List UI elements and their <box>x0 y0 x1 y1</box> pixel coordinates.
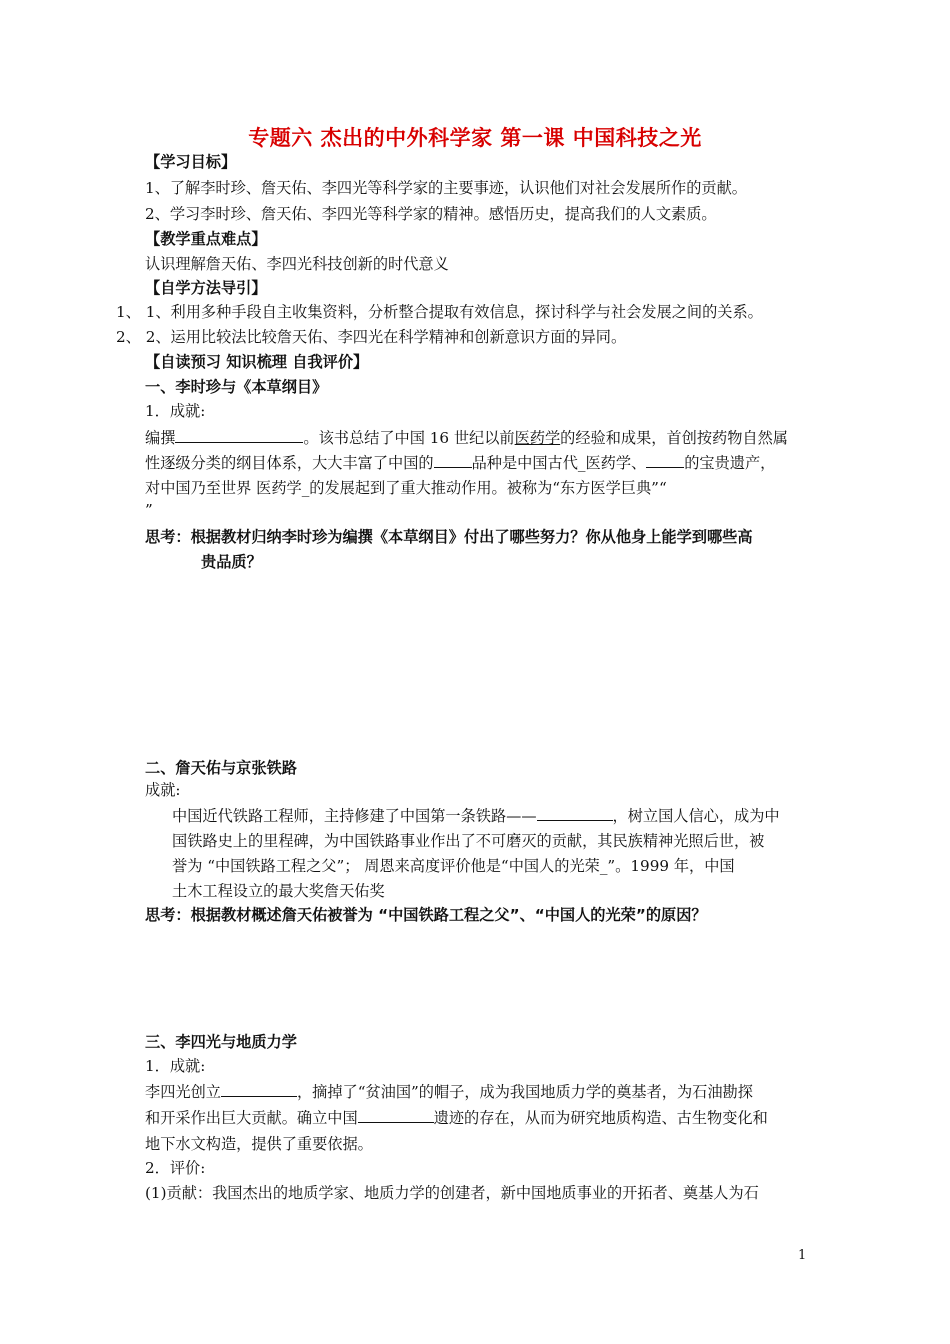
section3-line-3: 地下水文构造，提供了重要依据。 <box>145 1135 373 1153</box>
goals-item-1: 1、了解李时珍、詹天佑、李四光等科学家的主要事迹，认识他们对社会发展所作的贡献。 <box>145 179 747 197</box>
section3-sub-1: 1．成就: <box>145 1057 206 1075</box>
section3-heading: 三、李四光与地质力学 <box>145 1033 297 1051</box>
section1-think-2: 贵品质？ <box>201 553 262 571</box>
method-item-2-text: 2、运用比较法比较詹天佑、李四光在科学精神和创新意识方面的异同。 <box>145 328 627 346</box>
method-item-2 <box>116 327 626 347</box>
goals-item-2: 2、学习李时珍、詹天佑、李四光等科学家的精神。感悟历史，提高我们的人文素质。 <box>145 205 717 223</box>
section2-line-1 <box>172 806 780 826</box>
text-fragment: 李四光创立 <box>145 1083 221 1101</box>
fill-blank[interactable] <box>434 453 472 468</box>
text-fragment: 编撰 <box>145 429 176 447</box>
page-number: 1 <box>798 1248 807 1263</box>
page-title: 专题六 杰出的中外科学家 第一课 中国科技之光 <box>248 126 702 150</box>
section2-think: 思考：根据教材概述詹天佑被誉为 “中国铁路工程之父”、“中国人的光荣”的原因？ <box>145 906 707 924</box>
section2-line-3: 誉为 “中国铁路工程之父”； 周恩来高度评价他是“中国人的光荣_”。1999 年，中国 <box>172 857 735 875</box>
text-fragment: 。该书总结了中国 16 世纪以前 <box>303 429 515 447</box>
section3-line-1 <box>145 1082 753 1102</box>
text-fragment: 性逐级分类的纲目体系，大大丰富了中国的 <box>145 454 434 472</box>
section2-line-4: 土木工程设立的最大奖詹天佑奖 <box>172 882 385 900</box>
section1-line-3: 对中国乃至世界 医药学_的发展起到了重大推动作用。被称为“东方医学巨典”“ <box>145 479 667 497</box>
section2-line-2: 国铁路史上的里程碑，为中国铁路事业作出了不可磨灭的贡献，其民族精神光照后世，被 <box>172 832 765 850</box>
keypoints-text: 认识理解詹天佑、李四光科技创新的时代意义 <box>145 255 449 273</box>
section1-sub: 1．成就: <box>145 402 206 420</box>
goals-heading: 【学习目标】 <box>145 153 237 171</box>
section1-think-1: 思考：根据教材归纳李时珍为编撰《本草纲目》付出了哪些努力？你从他身上能学到哪些高 <box>145 528 753 546</box>
method-heading: 【自学方法导引】 <box>145 279 267 297</box>
method-item-1 <box>116 302 763 322</box>
fill-blank[interactable] <box>646 453 684 468</box>
text-fragment: 的经验和成果，首创按药物自然属 <box>560 429 788 447</box>
text-fragment: ，摘掉了“贫油国”的帽子，成为我国地质力学的奠基者，为石油勘探 <box>296 1083 753 1101</box>
section1-line-1 <box>145 428 788 448</box>
section2-sub: 成就: <box>145 781 181 799</box>
fill-blank[interactable] <box>221 1082 297 1097</box>
text-fragment: ，树立国人信心，成为中 <box>612 807 780 825</box>
method-item-1-text: 1、利用多种手段自主收集资料，分析整合提取有效信息，探讨科学与社会发展之间的关系。 <box>145 303 763 321</box>
section2-heading: 二、詹天佑与京张铁路 <box>145 759 297 777</box>
section3-line-2 <box>145 1108 768 1128</box>
underlined-term: 医药学 <box>514 429 561 447</box>
section3-sub-2: 2．评价: <box>145 1159 206 1177</box>
method-item-1-number: 1、 <box>116 303 141 321</box>
text-fragment: 品种是中国古代_医药学、 <box>471 454 647 472</box>
preview-heading: 【自读预习 知识梳理 自我评价】 <box>145 353 369 371</box>
text-fragment: 的宝贵遗产， <box>684 454 776 472</box>
fill-blank[interactable] <box>537 806 613 821</box>
section1-line-2 <box>145 453 775 473</box>
text-fragment: 遗迹的存在，从而为研究地质构造、古生物变化和 <box>433 1109 768 1127</box>
keypoints-heading: 【教学重点难点】 <box>145 230 267 248</box>
fill-blank[interactable] <box>358 1108 434 1123</box>
text-fragment: 中国近代铁路工程师，主持修建了中国第一条铁路—— <box>172 807 537 825</box>
section3-line-4: (1)贡献：我国杰出的地质学家、地质力学的创建者，新中国地质事业的开拓者、奠基人为石 <box>145 1184 759 1202</box>
text-fragment: 和开采作出巨大贡献。确立中国 <box>145 1109 358 1127</box>
section1-heading: 一、李时珍与《本草纲目》 <box>145 378 328 396</box>
method-item-2-number: 2、 <box>116 328 141 346</box>
fill-blank[interactable] <box>175 428 303 443</box>
section1-line-4: ” <box>145 501 153 519</box>
